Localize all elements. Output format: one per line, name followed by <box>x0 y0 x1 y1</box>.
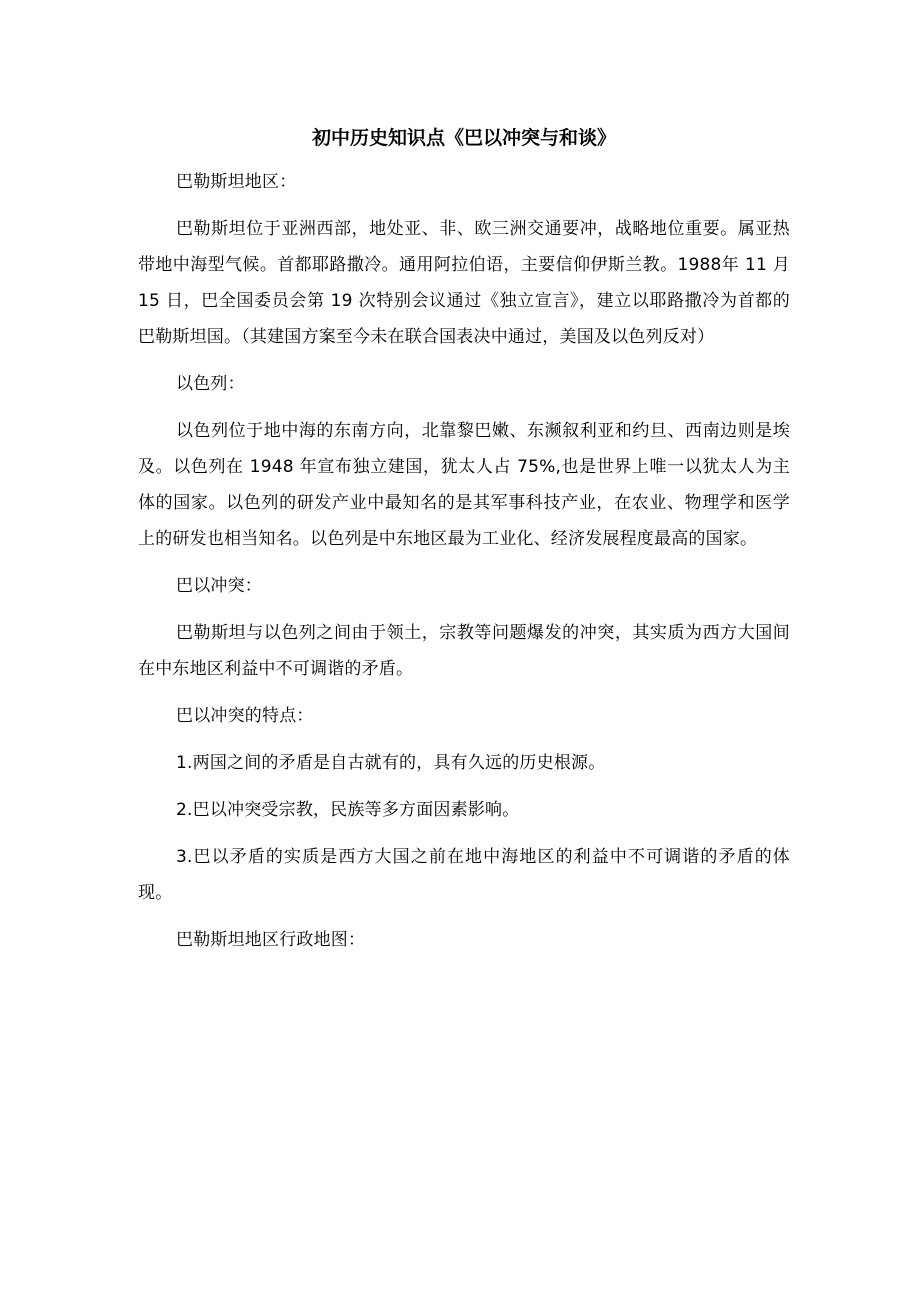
paragraph-palestine: 巴勒斯坦位于亚洲西部，地处亚、非、欧三洲交通要冲，战略地位重要。属亚热带地中海型气候。首都耶路撒冷。通用阿拉伯语，主要信仰伊斯兰教。1988年 11 月 15 日，巴全国委员会第 19 次特别会议通过《独立宣言》，建立以耶路撒冷为首都的巴勒斯坦国。（其建国方案至今未在联合国表决中通过，美国及以色列反对） <box>138 219 790 347</box>
heading-israel: 以色列： <box>176 374 245 394</box>
heading-admin-map: 巴勒斯坦地区行政地图： <box>176 930 366 950</box>
document-page <box>138 118 790 969</box>
heading-palestine: 巴勒斯坦地区： <box>176 172 297 192</box>
paragraph-israel: 以色列位于地中海的东南方向，北靠黎巴嫩、东濒叙利亚和约旦、西南边则是埃及。以色列在 1948 年宣布独立建国，犹太人占 75%,也是世界上唯一以犹太人为主体的国家。以色列的研发产业中最知名的是其军事科技产业，在农业、物理学和医学上的研发也相当知名。以色列是中东地区最为工业化、经济发展程度最高的国家。 <box>138 421 790 549</box>
list-item-feature-2: 2.巴以冲突受宗教，民族等多方面因素影响。 <box>176 800 520 820</box>
heading-conflict: 巴以冲突： <box>176 576 262 596</box>
heading-conflict-features: 巴以冲突的特点： <box>176 706 314 726</box>
list-item-feature-3: 3.巴以矛盾的实质是西方大国之前在地中海地区的利益中不可调谐的矛盾的体现。 <box>138 847 790 903</box>
document-title: 初中历史知识点《巴以冲突与和谈》 <box>311 127 616 149</box>
list-item-feature-1: 1.两国之间的矛盾是自古就有的，具有久远的历史根源。 <box>176 753 606 773</box>
paragraph-conflict: 巴勒斯坦与以色列之间由于领土，宗教等问题爆发的冲突，其实质为西方大国间在中东地区利益中不可调谐的矛盾。 <box>138 623 790 679</box>
